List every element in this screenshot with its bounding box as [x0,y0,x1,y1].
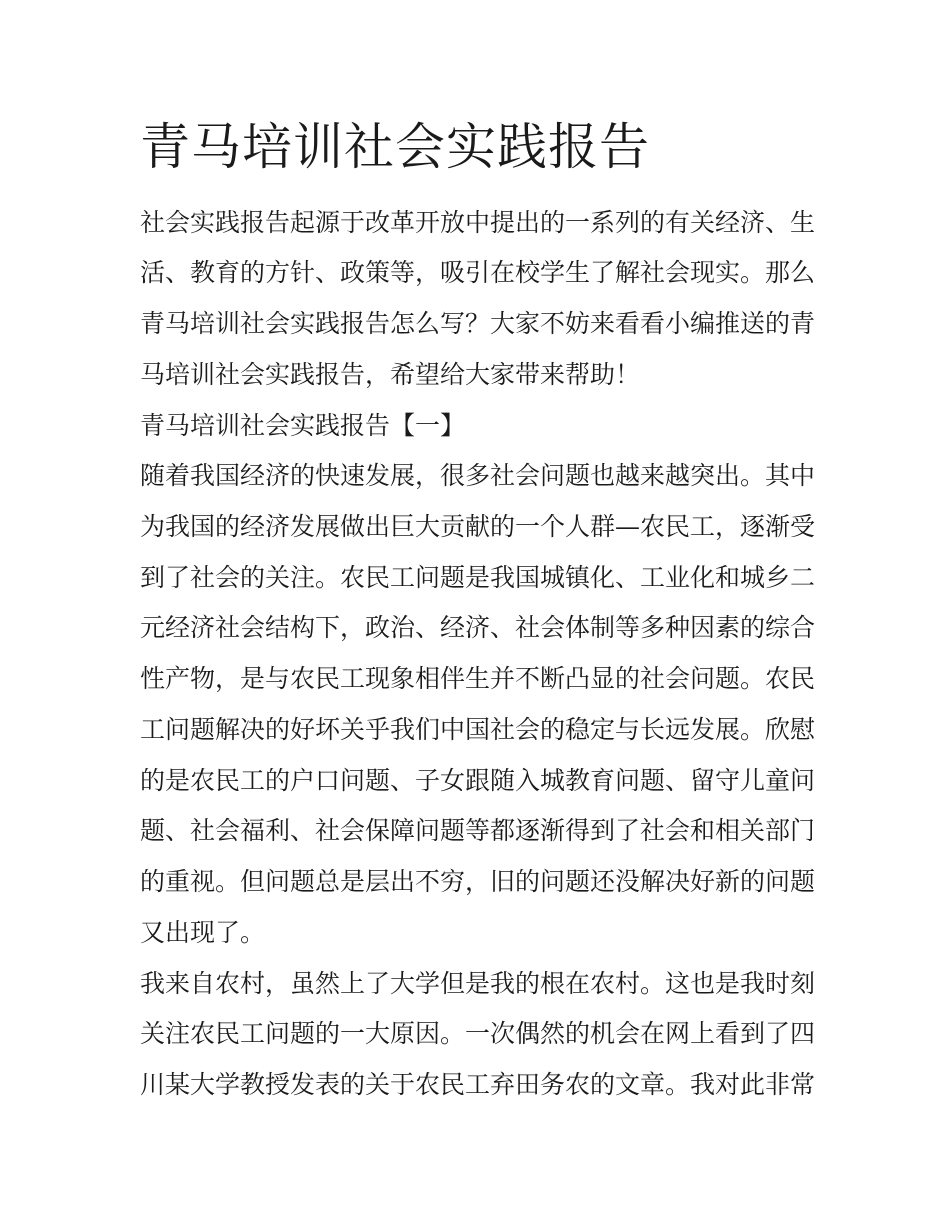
body-line-11: 我来自农村，虽然上了大学但是我的根在农村。这也是我时刻 [140,969,816,998]
section-heading-1: 青马培训社会实践报告【一】 [140,411,466,440]
intro-line-1: 社会实践报告起源于改革开放中提出的一系列的有关经济、生 [140,208,816,237]
intro-line-4: 马培训社会实践报告，希望给大家带来帮助！ [140,360,641,389]
body-line-12: 关注农民工问题的一大原因。一次偶然的机会在网上看到了四 [140,1019,816,1048]
body-line-9: 的重视。但问题总是层出不穷，旧的问题还没解决好新的问题 [140,867,816,896]
intro-line-2: 活、教育的方针、政策等，吸引在校学生了解社会现实。那么 [140,258,816,287]
body-line-5: 性产物，是与农民工现象相伴生并不断凸显的社会问题。农民 [140,664,816,693]
body-line-4: 元经济社会结构下，政治、经济、社会体制等多种因素的综合 [140,613,816,642]
body-line-2: 为我国的经济发展做出巨大贡献的一个人群—农民工，逐渐受 [140,512,816,541]
body-line-10: 又出现了。 [140,918,266,947]
body-line-3: 到了社会的关注。农民工问题是我国城镇化、工业化和城乡二 [140,563,816,592]
body-line-13: 川某大学教授发表的关于农民工弃田务农的文章。我对此非常 [140,1070,816,1099]
document-title: 青马培训社会实践报告 [140,118,650,176]
body-line-6: 工问题解决的好坏关乎我们中国社会的稳定与长远发展。欣慰 [140,715,816,744]
body-line-7: 的是农民工的户口问题、子女跟随入城教育问题、留守儿童问 [140,766,816,795]
intro-line-3: 青马培训社会实践报告怎么写？大家不妨来看看小编推送的青 [140,309,816,338]
body-line-1: 随着我国经济的快速发展，很多社会问题也越来越突出。其中 [140,461,816,490]
body-line-8: 题、社会福利、社会保障问题等都逐渐得到了社会和相关部门 [140,816,816,845]
